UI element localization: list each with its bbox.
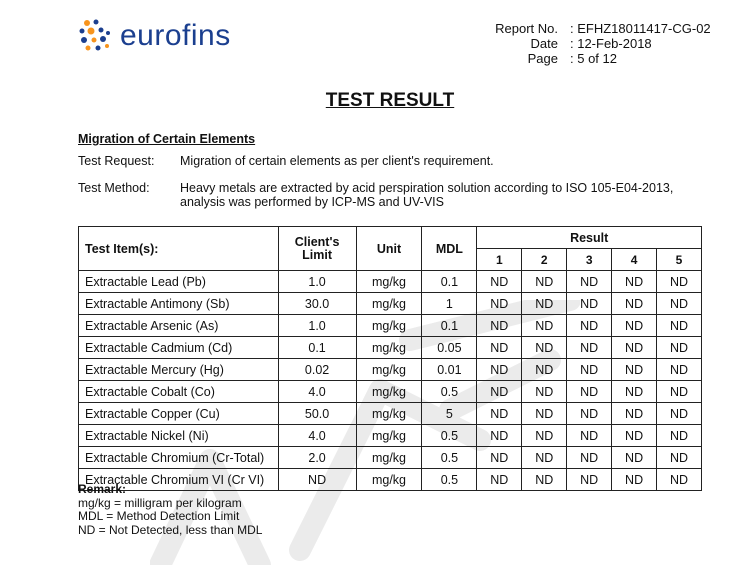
page-title: TEST RESULT [325, 90, 455, 111]
cell-result: ND [567, 293, 612, 315]
cell-result: ND [522, 403, 567, 425]
cell-test-item: Extractable Copper (Cu) [79, 403, 279, 425]
cell-mdl: 0.01 [422, 359, 477, 381]
page-value: : 5 of 12 [570, 51, 617, 66]
cell-result: ND [612, 293, 657, 315]
spacer [558, 21, 570, 36]
cell-result: ND [477, 271, 522, 293]
cell-result: ND [657, 359, 702, 381]
cell-mdl: 0.5 [422, 381, 477, 403]
test-request-row [78, 154, 710, 168]
cell-test-item: Extractable Chromium (Cr-Total) [79, 447, 279, 469]
cell-test-item: Extractable Antimony (Sb) [79, 293, 279, 315]
spacer [558, 36, 570, 51]
cell-client-limit: 1.0 [278, 271, 356, 293]
cell-mdl: 0.05 [422, 337, 477, 359]
table-row [79, 359, 702, 381]
cell-unit: mg/kg [356, 425, 422, 447]
cell-test-item: Extractable Cobalt (Co) [79, 381, 279, 403]
cell-result: ND [522, 447, 567, 469]
table-row [79, 293, 702, 315]
report-no-value: : EFHZ18011417-CG-02 [570, 21, 711, 36]
header-test-item: Test Item(s): [79, 227, 279, 271]
cell-unit: mg/kg [356, 469, 422, 491]
date-value: : 12-Feb-2018 [570, 36, 652, 51]
header-result-col: 4 [612, 249, 657, 271]
results-body [79, 271, 702, 491]
header-result-col: 5 [657, 249, 702, 271]
cell-result: ND [522, 271, 567, 293]
cell-result: ND [657, 271, 702, 293]
remark-line: ND = Not Detected, less than MDL [78, 522, 263, 537]
header-unit: Unit [356, 227, 422, 271]
cell-result: ND [567, 315, 612, 337]
table-row [79, 403, 702, 425]
cell-result: ND [612, 447, 657, 469]
cell-mdl: 0.5 [422, 469, 477, 491]
header-result-col: 1 [477, 249, 522, 271]
cell-result: ND [612, 271, 657, 293]
table-row [79, 447, 702, 469]
cell-result: ND [567, 359, 612, 381]
report-no-row [470, 21, 711, 36]
cell-client-limit: 4.0 [278, 425, 356, 447]
header-result-col: 2 [522, 249, 567, 271]
cell-unit: mg/kg [356, 315, 422, 337]
date-label: Date [530, 36, 558, 51]
cell-client-limit: ND [278, 469, 356, 491]
cell-client-limit: 0.02 [278, 359, 356, 381]
date-row [470, 36, 711, 51]
cell-result: ND [657, 337, 702, 359]
cell-result: ND [612, 381, 657, 403]
cell-result: ND [612, 359, 657, 381]
cell-result: ND [522, 337, 567, 359]
report-meta [470, 21, 711, 66]
cell-unit: mg/kg [356, 403, 422, 425]
cell-result: ND [612, 315, 657, 337]
cell-result: ND [612, 425, 657, 447]
section-title: Migration of Certain Elements [78, 132, 256, 146]
cell-client-limit: 50.0 [278, 403, 356, 425]
cell-result: ND [522, 381, 567, 403]
header-client-limit: Client's Limit [278, 227, 356, 271]
cell-test-item: Extractable Mercury (Hg) [79, 359, 279, 381]
cell-result: ND [657, 447, 702, 469]
cell-test-item: Extractable Arsenic (As) [79, 315, 279, 337]
cell-unit: mg/kg [356, 271, 422, 293]
table-row [79, 315, 702, 337]
cell-result: ND [477, 447, 522, 469]
cell-client-limit: 0.1 [278, 337, 356, 359]
header-row [79, 227, 702, 249]
cell-result: ND [522, 293, 567, 315]
cell-test-item: Extractable Nickel (Ni) [79, 425, 279, 447]
page-row [470, 51, 711, 66]
remark-line: MDL = Method Detection Limit [78, 509, 240, 523]
test-request-label: Test Request: [78, 154, 155, 168]
cell-unit: mg/kg [356, 337, 422, 359]
cell-unit: mg/kg [356, 359, 422, 381]
cell-mdl: 5 [422, 403, 477, 425]
table-row [79, 271, 702, 293]
cell-result: ND [657, 315, 702, 337]
brand-name: eurofins [120, 19, 231, 52]
cell-result: ND [522, 359, 567, 381]
eurofins-logo [78, 18, 231, 54]
cell-result: ND [612, 337, 657, 359]
cell-result: ND [657, 293, 702, 315]
cell-unit: mg/kg [356, 293, 422, 315]
cell-result: ND [612, 403, 657, 425]
cell-test-item: Extractable Chromium VI (Cr VI) [79, 469, 279, 491]
cell-mdl: 0.5 [422, 425, 477, 447]
cell-unit: mg/kg [356, 381, 422, 403]
page-label: Page [527, 51, 558, 66]
results-table [78, 226, 702, 491]
cell-mdl: 0.5 [422, 447, 477, 469]
dots-cluster-icon [78, 18, 114, 54]
table-row [79, 425, 702, 447]
test-method-value: Heavy metals are extracted by acid perspiration solution according to ISO 105-E04-2013, analysis was performed by ICP-MS and UV-VIS [180, 181, 674, 209]
cell-result: ND [477, 381, 522, 403]
cell-result: ND [522, 425, 567, 447]
cell-result: ND [567, 337, 612, 359]
spacer [558, 51, 570, 66]
cell-result: ND [477, 469, 522, 491]
cell-result: ND [567, 271, 612, 293]
cell-result: ND [477, 359, 522, 381]
cell-client-limit: 4.0 [278, 381, 356, 403]
test-method-row [78, 181, 710, 209]
cell-test-item: Extractable Cadmium (Cd) [79, 337, 279, 359]
header-mdl: MDL [422, 227, 477, 271]
remark-section [78, 483, 262, 537]
cell-result: ND [657, 469, 702, 491]
cell-result: ND [522, 315, 567, 337]
cell-client-limit: 1.0 [278, 315, 356, 337]
test-request-value: Migration of certain elements as per client's requirement. [180, 154, 494, 168]
cell-result: ND [477, 337, 522, 359]
cell-result: ND [612, 469, 657, 491]
cell-result: ND [522, 469, 567, 491]
table-row [79, 381, 702, 403]
cell-result: ND [657, 425, 702, 447]
cell-mdl: 0.1 [422, 315, 477, 337]
cell-unit: mg/kg [356, 447, 422, 469]
cell-test-item: Extractable Lead (Pb) [79, 271, 279, 293]
cell-result: ND [567, 425, 612, 447]
cell-result: ND [657, 403, 702, 425]
cell-client-limit: 2.0 [278, 447, 356, 469]
remark-title: Remark: [78, 482, 127, 496]
table-row [79, 337, 702, 359]
cell-result: ND [477, 425, 522, 447]
cell-result: ND [567, 403, 612, 425]
report-no-label: Report No. [495, 21, 558, 36]
cell-mdl: 0.1 [422, 271, 477, 293]
test-method-label: Test Method: [78, 181, 150, 195]
header-result: Result [477, 227, 702, 249]
cell-result: ND [567, 381, 612, 403]
cell-result: ND [477, 403, 522, 425]
cell-result: ND [477, 315, 522, 337]
cell-mdl: 1 [422, 293, 477, 315]
cell-result: ND [567, 447, 612, 469]
cell-result: ND [657, 381, 702, 403]
header-result-col: 3 [567, 249, 612, 271]
remark-line: mg/kg = milligram per kilogram [78, 495, 242, 510]
cell-result: ND [477, 293, 522, 315]
cell-client-limit: 30.0 [278, 293, 356, 315]
cell-result: ND [567, 469, 612, 491]
